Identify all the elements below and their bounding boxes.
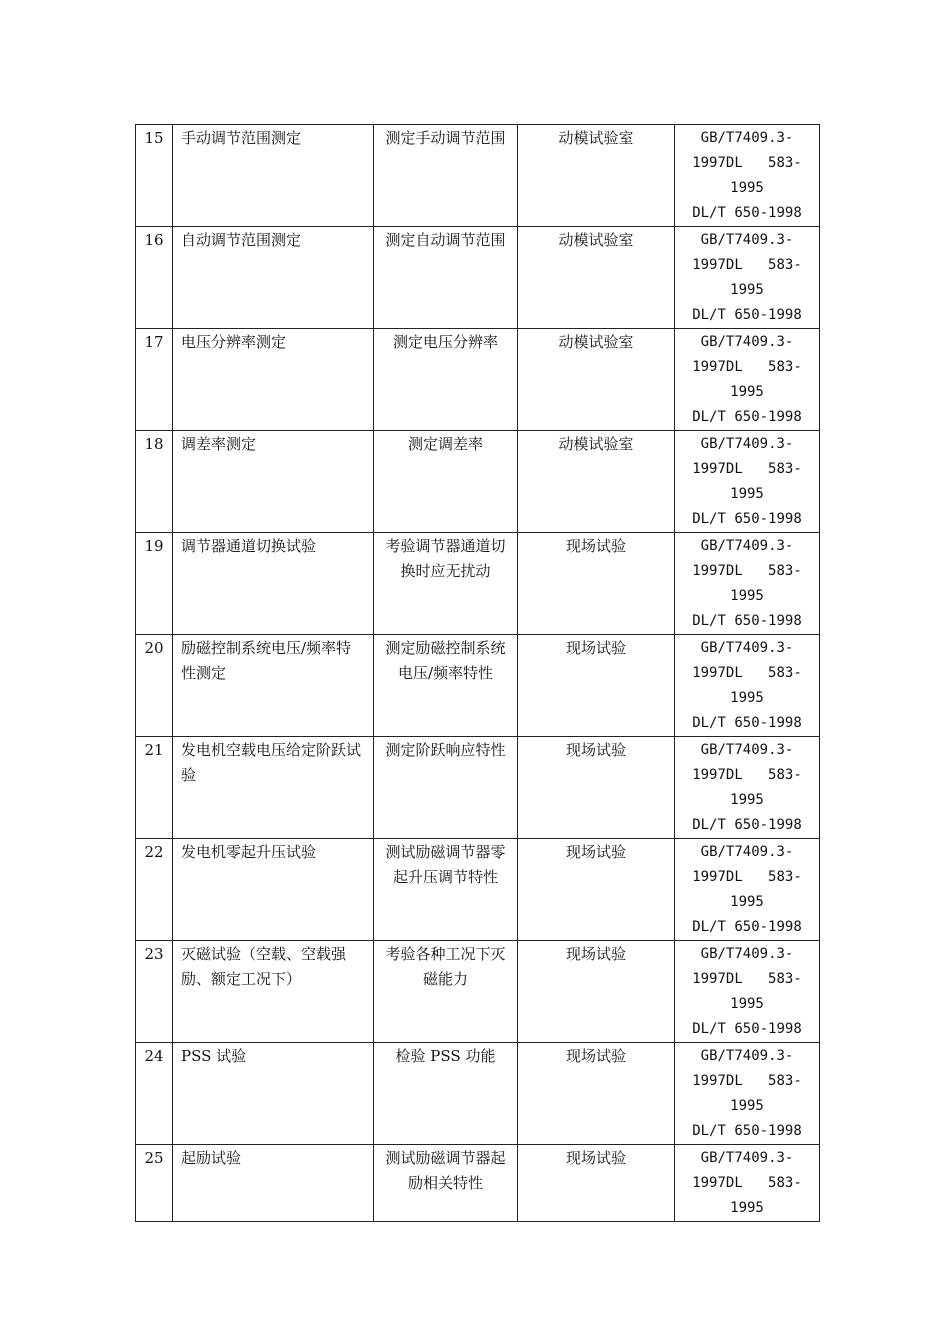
table-row (136, 737, 820, 839)
item-name: 手动调节范围测定 (173, 125, 374, 227)
table-body (136, 125, 820, 1222)
item-purpose: 考验调节器通道切换时应无扰动 (374, 533, 518, 635)
item-standard (675, 839, 820, 941)
test-items-table (135, 124, 820, 1222)
standard-line: 1997DL 583- (692, 563, 802, 579)
item-name: 发电机零起升压试验 (173, 839, 374, 941)
item-name: 灭磁试验（空载、空载强励、额定工况下） (173, 941, 374, 1043)
item-standard (675, 1145, 820, 1222)
standard-line: GB/T7409.3- (700, 1048, 794, 1064)
standard-line: 1995 (730, 894, 764, 910)
item-purpose: 测试励磁调节器零起升压调节特性 (374, 839, 518, 941)
standard-line: 1997DL 583- (692, 257, 802, 273)
item-purpose: 测定调差率 (374, 431, 518, 533)
standard-line: GB/T7409.3- (700, 130, 794, 146)
item-number: 24 (136, 1043, 173, 1145)
standard-line: 1997DL 583- (692, 665, 802, 681)
item-number: 18 (136, 431, 173, 533)
item-location: 现场试验 (518, 941, 675, 1043)
item-number: 20 (136, 635, 173, 737)
table-row (136, 533, 820, 635)
item-location: 现场试验 (518, 737, 675, 839)
standard-line: DL/T 650-1998 (692, 715, 802, 731)
item-standard (675, 125, 820, 227)
standard-line: GB/T7409.3- (700, 538, 794, 554)
standard-line: GB/T7409.3- (700, 334, 794, 350)
standard-line: 1995 (730, 180, 764, 196)
standard-line: 1997DL 583- (692, 1175, 802, 1191)
item-purpose: 测定励磁控制系统电压/频率特性 (374, 635, 518, 737)
item-number: 23 (136, 941, 173, 1043)
item-standard (675, 1043, 820, 1145)
standard-line: 1997DL 583- (692, 155, 802, 171)
item-name: 励磁控制系统电压/频率特性测定 (173, 635, 374, 737)
item-standard (675, 737, 820, 839)
item-name: 发电机空载电压给定阶跃试验 (173, 737, 374, 839)
table-row (136, 941, 820, 1043)
table-row (136, 431, 820, 533)
standard-line: GB/T7409.3- (700, 232, 794, 248)
item-standard (675, 329, 820, 431)
standard-line: 1995 (730, 1098, 764, 1114)
standard-line: 1995 (730, 1200, 764, 1216)
standard-line: DL/T 650-1998 (692, 205, 802, 221)
item-location: 动模试验室 (518, 227, 675, 329)
standard-line: 1995 (730, 996, 764, 1012)
item-purpose: 考验各种工况下灭磁能力 (374, 941, 518, 1043)
table-row (136, 1043, 820, 1145)
item-location: 动模试验室 (518, 125, 675, 227)
standard-line: DL/T 650-1998 (692, 1021, 802, 1037)
item-location: 现场试验 (518, 1043, 675, 1145)
item-name: PSS 试验 (173, 1043, 374, 1145)
item-number: 17 (136, 329, 173, 431)
item-purpose: 测定阶跃响应特性 (374, 737, 518, 839)
standard-line: DL/T 650-1998 (692, 919, 802, 935)
table-row (136, 125, 820, 227)
standard-line: DL/T 650-1998 (692, 613, 802, 629)
standard-line: 1997DL 583- (692, 461, 802, 477)
item-purpose: 测定电压分辨率 (374, 329, 518, 431)
standard-line: DL/T 650-1998 (692, 511, 802, 527)
standard-line: DL/T 650-1998 (692, 1123, 802, 1139)
item-number: 16 (136, 227, 173, 329)
table-row (136, 635, 820, 737)
item-location: 现场试验 (518, 839, 675, 941)
standard-line: 1995 (730, 690, 764, 706)
item-purpose: 测试励磁调节器起励相关特性 (374, 1145, 518, 1222)
standard-line: 1995 (730, 282, 764, 298)
item-standard (675, 533, 820, 635)
standard-line: 1995 (730, 792, 764, 808)
item-location: 现场试验 (518, 635, 675, 737)
item-standard (675, 227, 820, 329)
standard-line: 1995 (730, 486, 764, 502)
item-name: 起励试验 (173, 1145, 374, 1222)
item-number: 22 (136, 839, 173, 941)
standard-line: GB/T7409.3- (700, 742, 794, 758)
standard-line: GB/T7409.3- (700, 436, 794, 452)
item-number: 25 (136, 1145, 173, 1222)
standard-line: 1997DL 583- (692, 1073, 802, 1089)
standard-line: DL/T 650-1998 (692, 307, 802, 323)
table-row (136, 227, 820, 329)
item-location: 现场试验 (518, 533, 675, 635)
standard-line: 1997DL 583- (692, 359, 802, 375)
table-row (136, 329, 820, 431)
standard-line: 1997DL 583- (692, 767, 802, 783)
item-name: 调差率测定 (173, 431, 374, 533)
standard-line: 1995 (730, 588, 764, 604)
item-number: 21 (136, 737, 173, 839)
item-purpose: 测定自动调节范围 (374, 227, 518, 329)
item-location: 动模试验室 (518, 431, 675, 533)
item-standard (675, 941, 820, 1043)
standard-line: GB/T7409.3- (700, 640, 794, 656)
standard-line: 1995 (730, 384, 764, 400)
standard-line: GB/T7409.3- (700, 946, 794, 962)
standard-line: 1997DL 583- (692, 869, 802, 885)
item-purpose: 测定手动调节范围 (374, 125, 518, 227)
item-standard (675, 635, 820, 737)
standard-line: DL/T 650-1998 (692, 409, 802, 425)
item-number: 15 (136, 125, 173, 227)
table-row (136, 1145, 820, 1222)
item-standard (675, 431, 820, 533)
item-location: 动模试验室 (518, 329, 675, 431)
standard-line: 1997DL 583- (692, 971, 802, 987)
table-row (136, 839, 820, 941)
item-name: 调节器通道切换试验 (173, 533, 374, 635)
item-name: 自动调节范围测定 (173, 227, 374, 329)
item-number: 19 (136, 533, 173, 635)
item-location: 现场试验 (518, 1145, 675, 1222)
item-name: 电压分辨率测定 (173, 329, 374, 431)
standard-line: GB/T7409.3- (700, 844, 794, 860)
standard-line: GB/T7409.3- (700, 1150, 794, 1166)
standard-line: DL/T 650-1998 (692, 817, 802, 833)
item-purpose: 检验 PSS 功能 (374, 1043, 518, 1145)
